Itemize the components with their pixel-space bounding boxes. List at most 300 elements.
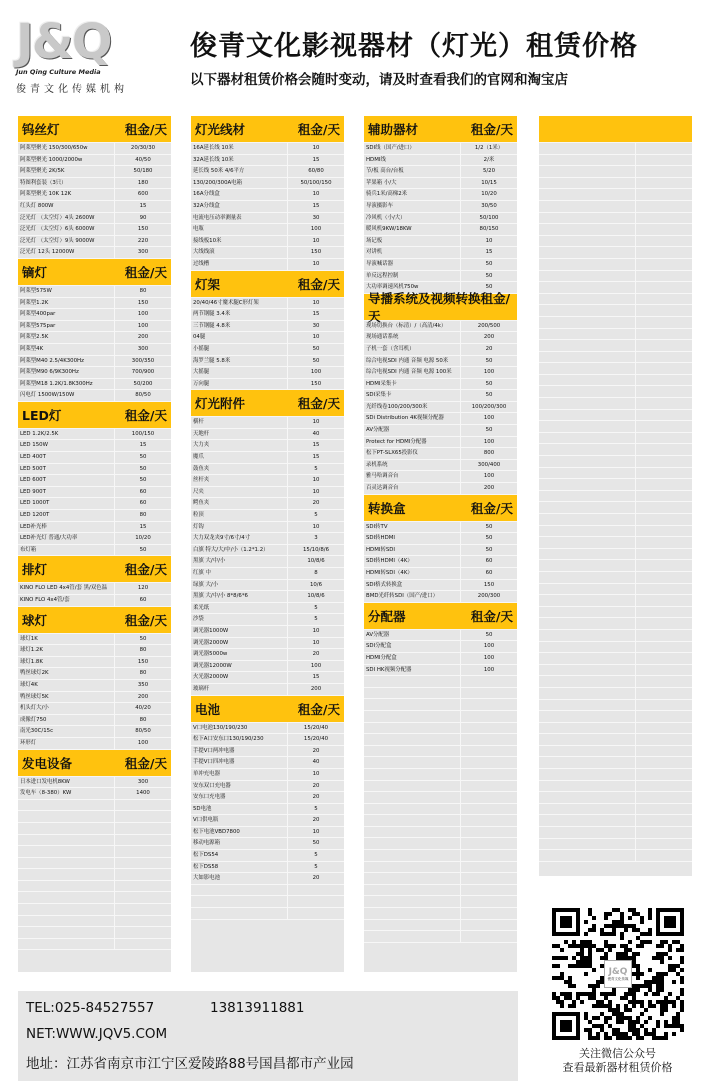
qr-module	[580, 960, 584, 964]
empty-row	[364, 804, 517, 816]
qr-module	[564, 980, 568, 984]
qr-module	[644, 1028, 648, 1032]
item-price: 40/50	[135, 156, 151, 163]
qr-module	[616, 1012, 620, 1016]
item-name: SDI转TV	[364, 522, 461, 533]
qr-module	[676, 972, 680, 976]
qr-module	[592, 1004, 596, 1008]
item-price: 80	[139, 670, 147, 677]
section-header	[191, 271, 344, 298]
empty-cell	[539, 665, 636, 676]
item-name: LED 1200T	[18, 510, 115, 521]
qr-module	[652, 1036, 656, 1040]
price-row	[18, 452, 171, 464]
item-name: AV分配器	[364, 425, 461, 436]
qr-module	[680, 960, 684, 964]
empty-row	[539, 247, 692, 259]
qr-module	[580, 952, 584, 956]
section-header	[364, 495, 517, 522]
company-logo	[16, 14, 136, 96]
section-rate-label: 租金/天	[124, 407, 167, 423]
qr-module	[624, 1016, 628, 1020]
price-row	[191, 792, 344, 804]
empty-cell	[18, 835, 115, 846]
qr-module	[620, 916, 624, 920]
qr-module	[572, 1004, 576, 1008]
price-row	[191, 723, 344, 735]
item-price: 50	[312, 840, 320, 847]
empty-row	[364, 781, 517, 793]
item-name: 绿旗 大/小	[191, 580, 288, 591]
qr-module	[604, 912, 608, 916]
price-row	[364, 189, 517, 201]
qr-module	[608, 1008, 612, 1012]
item-price: 100	[310, 369, 322, 376]
item-price: 100	[310, 226, 322, 233]
qr-module	[680, 944, 684, 948]
section-header	[18, 259, 171, 286]
empty-row	[539, 294, 692, 306]
empty-cell	[18, 869, 115, 880]
price-row	[191, 522, 344, 534]
item-name: 过线槽	[191, 259, 288, 270]
empty-cell	[539, 526, 636, 537]
item-name: LED 900T	[18, 487, 115, 498]
empty-cell	[539, 247, 636, 258]
qr-module	[608, 944, 612, 948]
item-price: 10	[312, 477, 320, 484]
qr-module	[616, 1028, 620, 1032]
price-row	[191, 533, 344, 545]
empty-cell	[18, 916, 115, 927]
item-name: 阿莱型聚光 150/300/650w	[18, 143, 115, 154]
item-price: 40	[312, 759, 320, 766]
price-row	[191, 464, 344, 476]
qr-module	[620, 1020, 624, 1024]
qr-module	[604, 924, 608, 928]
empty-cell	[539, 537, 636, 548]
price-row	[364, 143, 517, 155]
empty-cell	[539, 178, 636, 189]
empty-cell	[191, 885, 288, 896]
item-name: 泛光灯 12头 12000W	[18, 247, 115, 258]
qr-module	[616, 1004, 620, 1008]
item-name: SDI HK视频分配器	[364, 665, 461, 676]
qr-module	[608, 1004, 612, 1008]
empty-row	[364, 792, 517, 804]
qr-module	[676, 948, 680, 952]
section-name: 辅助器材	[368, 122, 419, 137]
qr-module	[576, 964, 580, 968]
item-name: 导演摄影车	[364, 201, 461, 212]
empty-cell	[539, 618, 636, 629]
item-name: 阿莱型聚光 1000/2000w	[18, 155, 115, 166]
price-row	[191, 568, 344, 580]
item-name: 场记板	[364, 236, 461, 247]
item-name: 大力夹	[191, 440, 288, 451]
item-price: 100	[483, 666, 495, 673]
empty-cell	[539, 386, 636, 397]
qr-module	[648, 928, 652, 932]
price-row	[191, 603, 344, 615]
qr-module	[576, 992, 580, 996]
empty-cell	[539, 259, 636, 270]
price-row	[191, 545, 344, 557]
item-name: 手提V口四冲电器	[191, 757, 288, 768]
price-row	[18, 367, 171, 379]
qr-module	[676, 1016, 680, 1020]
qr-module	[564, 940, 568, 944]
empty-row	[539, 526, 692, 538]
item-price: 100	[483, 415, 495, 422]
logo-mark: J&Q	[16, 14, 111, 70]
qr-module	[632, 988, 636, 992]
qr-module	[632, 928, 636, 932]
price-row	[364, 271, 517, 283]
item-price: 50	[485, 523, 493, 530]
qr-module	[588, 984, 592, 988]
empty-cell	[539, 410, 636, 421]
empty-row	[364, 769, 517, 781]
item-price: 80	[139, 716, 147, 723]
qr-module	[644, 940, 648, 944]
empty-cell	[539, 711, 636, 722]
empty-row	[539, 537, 692, 549]
qr-module	[644, 932, 648, 936]
logo-chinese-name: 俊青文化传媒机构	[16, 84, 128, 95]
empty-cell	[539, 143, 636, 154]
price-row	[191, 638, 344, 650]
empty-row	[364, 873, 517, 885]
qr-module	[652, 956, 656, 960]
item-price: 200	[137, 334, 149, 341]
price-row	[364, 580, 517, 592]
item-price: 60/80	[308, 168, 324, 175]
item-price: 60	[485, 558, 493, 565]
item-price: 50	[139, 465, 147, 472]
qr-module	[628, 1008, 632, 1012]
empty-cell	[539, 329, 636, 340]
item-price: 10	[312, 191, 320, 198]
qr-module	[600, 948, 604, 952]
empty-cell	[364, 908, 461, 919]
empty-row	[539, 189, 692, 201]
section-rate-label: 租金/天	[470, 500, 513, 516]
qr-module	[632, 972, 636, 976]
qr-module	[560, 992, 564, 996]
qr-module	[648, 1000, 652, 1004]
qr-module	[556, 976, 560, 980]
item-name: LED 400T	[18, 452, 115, 463]
qr-module	[656, 972, 660, 976]
empty-cell	[18, 881, 115, 892]
empty-row	[539, 352, 692, 364]
price-row	[364, 460, 517, 472]
qr-module	[680, 1008, 684, 1012]
qr-module	[660, 972, 664, 976]
qr-module	[632, 956, 636, 960]
qr-module	[632, 1004, 636, 1008]
item-name: LED 600T	[18, 475, 115, 486]
qr-module	[588, 1020, 592, 1024]
price-row	[18, 634, 171, 646]
qr-module	[624, 992, 628, 996]
qr-module	[552, 996, 556, 1000]
qr-module	[668, 944, 672, 948]
item-price: 20	[312, 794, 320, 801]
item-price: 10/15	[481, 179, 497, 186]
item-price: 50	[485, 631, 493, 638]
item-name: 综合电视SDI 内通 音频 电源 50米	[364, 356, 461, 367]
qr-module	[624, 1032, 628, 1036]
empty-row	[364, 885, 517, 897]
item-name: 大如影电池	[191, 873, 288, 884]
empty-row	[539, 642, 692, 654]
qr-module	[572, 944, 576, 948]
price-row	[18, 545, 171, 557]
item-name: 松下A口安东口130/190/230	[191, 734, 288, 745]
empty-cell	[539, 271, 636, 282]
empty-cell	[539, 781, 636, 792]
qr-module	[660, 952, 664, 956]
item-name: 20/40/46寸魔术腿C形灯架	[191, 298, 288, 309]
empty-cell	[364, 734, 461, 745]
item-price: 60	[139, 488, 147, 495]
empty-row	[364, 862, 517, 874]
contact-website[interactable]: NET:WWW.JQV5.COM	[26, 1026, 168, 1042]
qr-module	[604, 992, 608, 996]
qr-module	[664, 1004, 668, 1008]
item-name: 鸭丝球灯2K	[18, 668, 115, 679]
item-name: 日本进口发电机8KW	[18, 777, 115, 788]
empty-row	[364, 920, 517, 932]
qr-module	[644, 1008, 648, 1012]
item-name: 导演喊话器	[364, 259, 461, 270]
price-row	[191, 417, 344, 429]
qr-module	[584, 956, 588, 960]
price-row	[364, 332, 517, 344]
item-price: 200/300	[477, 593, 501, 600]
qr-module	[584, 992, 588, 996]
qr-module	[584, 944, 588, 948]
qr-module	[624, 928, 628, 932]
empty-cell	[539, 456, 636, 467]
empty-row	[539, 340, 692, 352]
item-name: 现场切换台（标清）/（高清/4k）	[364, 321, 461, 332]
empty-cell	[539, 757, 636, 768]
empty-row	[539, 317, 692, 329]
item-name: V口供电瓶	[191, 815, 288, 826]
qr-module	[640, 972, 644, 976]
item-name: 16A延长线 10米	[191, 143, 288, 154]
qr-module	[648, 968, 652, 972]
empty-cell	[18, 823, 115, 834]
item-name: 冷风机（小/大）	[364, 213, 461, 224]
price-row	[18, 332, 171, 344]
item-name: 手提V口两冲电器	[191, 746, 288, 757]
price-row	[364, 390, 517, 402]
price-row	[18, 522, 171, 534]
price-row	[191, 614, 344, 626]
item-price: 30/50	[481, 202, 497, 209]
empty-cell	[539, 294, 636, 305]
empty-cell	[539, 572, 636, 583]
item-price: 100	[483, 643, 495, 650]
item-name: 调光器12000W	[191, 661, 288, 672]
qr-module	[584, 1012, 588, 1016]
price-row	[18, 166, 171, 178]
qr-module	[636, 988, 640, 992]
qr-module	[660, 984, 664, 988]
qr-module	[620, 936, 624, 940]
item-price: 80/50	[135, 728, 151, 735]
empty-row	[539, 456, 692, 468]
qr-module	[664, 1008, 668, 1012]
section-name: 发电设备	[22, 755, 73, 771]
empty-cell	[539, 676, 636, 687]
empty-row	[539, 410, 692, 422]
qr-module	[680, 1028, 684, 1032]
item-price: 800	[483, 450, 495, 457]
qr-module	[648, 1032, 652, 1036]
qr-module	[584, 940, 588, 944]
empty-cell	[18, 811, 115, 822]
empty-row	[539, 711, 692, 723]
qr-module	[552, 944, 556, 948]
qr-module	[612, 944, 616, 948]
price-row	[191, 746, 344, 758]
qr-module	[648, 984, 652, 988]
empty-cell	[539, 444, 636, 455]
qr-module	[628, 908, 632, 912]
price-row	[364, 425, 517, 437]
price-row	[364, 545, 517, 557]
qr-module	[556, 996, 560, 1000]
price-row	[18, 645, 171, 657]
wechat-qr-code[interactable]	[552, 908, 684, 1040]
qr-module	[560, 948, 564, 952]
qr-module	[584, 932, 588, 936]
item-name: 调光器5000w	[191, 649, 288, 660]
empty-cell	[539, 317, 636, 328]
qr-module	[592, 924, 596, 928]
qr-module	[612, 1008, 616, 1012]
item-name: 阿莱型聚光 10K 12K	[18, 189, 115, 200]
qr-module	[640, 984, 644, 988]
item-price: 20	[312, 500, 320, 507]
empty-row	[191, 885, 344, 897]
qr-module	[624, 952, 628, 956]
price-row	[191, 827, 344, 839]
item-name: 泛光灯 （太空灯）4头 2600W	[18, 213, 115, 224]
item-price: 15/10/8/6	[302, 546, 330, 553]
qr-module	[588, 996, 592, 1000]
qr-module	[588, 948, 592, 952]
item-price: 80	[139, 287, 147, 294]
price-row	[191, 498, 344, 510]
empty-cell	[539, 224, 636, 235]
qr-module	[604, 1020, 608, 1024]
qr-module	[584, 1016, 588, 1020]
qr-module	[592, 1024, 596, 1028]
price-row	[18, 356, 171, 368]
price-row	[18, 533, 171, 545]
qr-module	[616, 908, 620, 912]
qr-module	[672, 1000, 676, 1004]
price-row	[191, 475, 344, 487]
qr-module	[676, 1024, 680, 1028]
qr-module	[588, 912, 592, 916]
item-price: 50	[485, 392, 493, 399]
section-header	[364, 116, 517, 143]
qr-module	[656, 988, 660, 992]
qr-module	[620, 1012, 624, 1016]
price-row	[18, 286, 171, 298]
price-row	[364, 653, 517, 665]
empty-cell	[539, 398, 636, 409]
price-row	[18, 464, 171, 476]
item-name: LED 1.2K/2.5K	[18, 429, 115, 440]
qr-module	[592, 992, 596, 996]
price-row	[18, 143, 171, 155]
item-name: 阿莱型575par	[18, 321, 115, 332]
qr-module	[556, 1000, 560, 1004]
empty-row	[539, 653, 692, 665]
qr-module	[584, 972, 588, 976]
empty-cell	[364, 804, 461, 815]
empty-cell	[539, 375, 636, 386]
qr-module	[636, 1032, 640, 1036]
qr-module	[560, 1000, 564, 1004]
qr-module	[620, 1016, 624, 1020]
qr-caption-line2: 查看最新器材租赁价格	[562, 1061, 673, 1074]
empty-cell	[364, 711, 461, 722]
item-name: 泛光灯 （太空灯）6头 6000W	[18, 224, 115, 235]
item-name: 灯钩	[191, 522, 288, 533]
qr-module	[624, 924, 628, 928]
item-name: HDMI采集卡	[364, 379, 461, 390]
qr-module	[660, 976, 664, 980]
item-price: 10/20	[481, 191, 497, 198]
price-row	[364, 533, 517, 545]
empty-row	[364, 815, 517, 827]
item-name: 调光器2000W	[191, 638, 288, 649]
qr-module	[624, 944, 628, 948]
item-name: V口电池130/190/230	[191, 723, 288, 734]
item-price: 80	[139, 647, 147, 654]
empty-row	[539, 700, 692, 712]
price-row	[364, 413, 517, 425]
section-rate-label: 租金/天	[470, 122, 513, 137]
empty-cell	[364, 873, 461, 884]
qr-module	[636, 1016, 640, 1020]
item-price: 100	[483, 369, 495, 376]
price-row	[18, 680, 171, 692]
item-price: 80/150	[479, 226, 499, 233]
qr-module	[620, 996, 624, 1000]
item-name: HDMI线	[364, 155, 461, 166]
item-name: 白旗 特大/大/中/小（1.2*1.2）	[191, 545, 288, 556]
qr-finder-block	[560, 1020, 572, 1032]
qr-module	[676, 964, 680, 968]
empty-row	[364, 711, 517, 723]
item-price: 40	[312, 430, 320, 437]
qr-module	[616, 952, 620, 956]
item-price: 50	[485, 427, 493, 434]
empty-row	[18, 858, 171, 870]
empty-cell	[539, 282, 636, 293]
qr-module	[652, 1028, 656, 1032]
